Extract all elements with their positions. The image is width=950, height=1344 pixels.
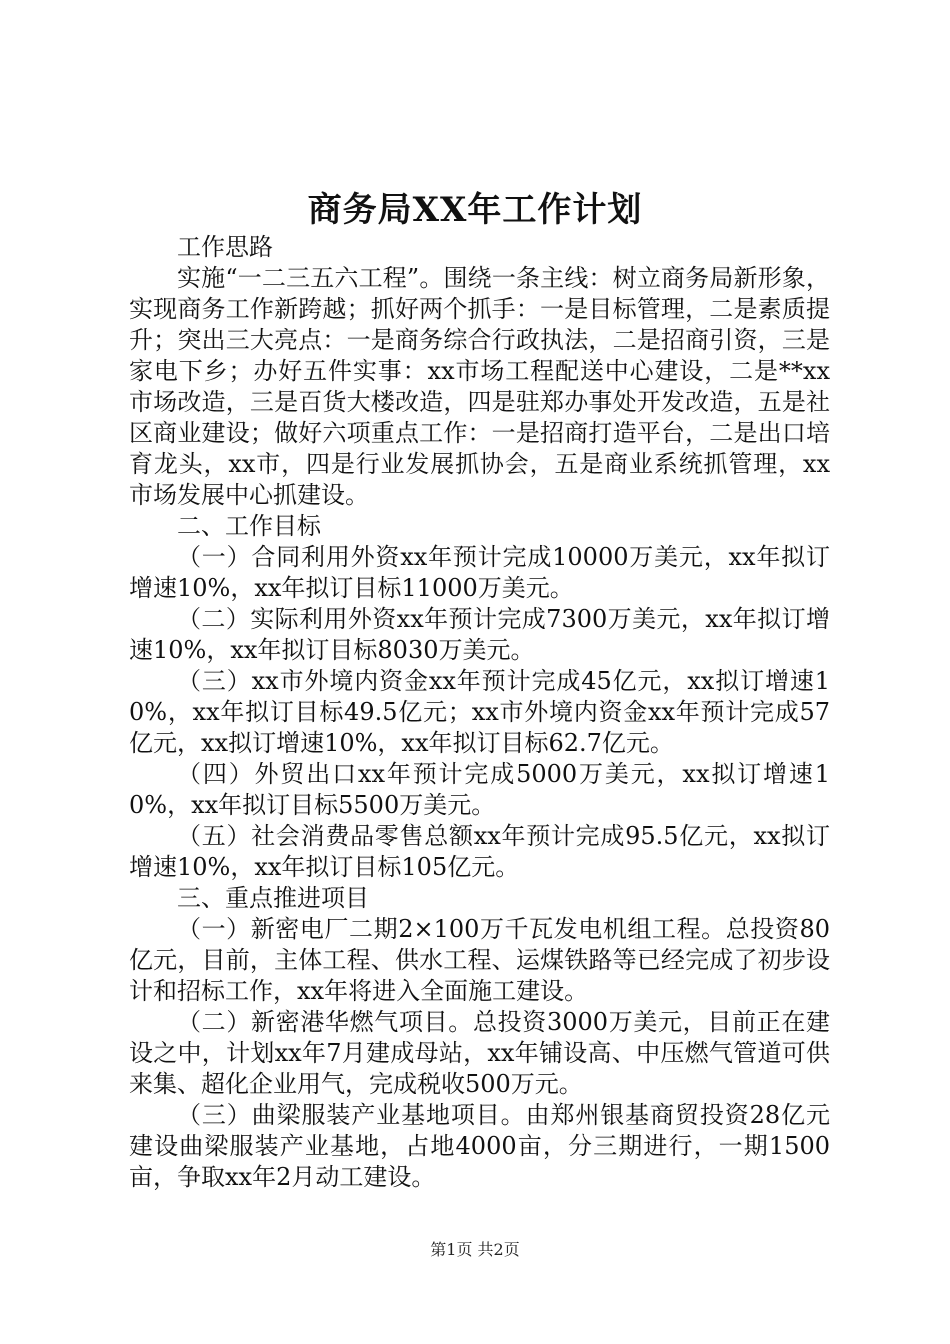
paragraph-work-approach: 实施“一二三五六工程”。围绕一条主线：树立商务局新形象，实现商务工作新跨越；抓好两个抓手：一是目标管理，二是素质提升；突出三大亮点：一是商务综合行政执法，二是招商引资，三是家电下乡；办好五件实事：xx市场工程配送中心建设，二是**xx市场改造，三是百货大楼改造，四是驻郑办事处开发改造，五是社区商业建设；做好六项重点工作：一是招商打造平台，二是出口培育龙头，xx市，四是行业发展抓协会，五是商业系统抓管理，xx市场发展中心抓建设。	[129, 264, 830, 509]
paragraph-projects-heading: 三、重点推进项目	[177, 884, 369, 912]
paragraph-goals-heading: 二、工作目标	[177, 512, 321, 540]
paragraph-work-approach-heading: 工作思路	[177, 233, 273, 261]
paragraph-goal-1: （一）合同利用外资xx年预计完成10000万美元，xx年拟订增速10%，xx年拟订目标11000万美元。	[129, 543, 830, 602]
paragraph-goal-5: （五）社会消费品零售总额xx年预计完成95.5亿元，xx拟订增速10%，xx年拟订目标105亿元。	[129, 822, 830, 881]
document-title: 商务局XX年工作计划	[307, 190, 643, 230]
paragraph-goal-2: （二）实际利用外资xx年预计完成7300万美元，xx年拟订增速10%，xx年拟订目标8030万美元。	[129, 605, 830, 664]
paragraph-goal-3: （三）xx市外境内资金xx年预计完成45亿元，xx拟订增速10%，xx年拟订目标49.5亿元；xx市外境内资金xx年预计完成57亿元，xx拟订增速10%，xx年拟订目标62.7亿元。	[129, 667, 830, 757]
paragraph-project-2: （二）新密港华燃气项目。总投资3000万美元，目前正在建设之中，计划xx年7月建成母站，xx年铺设高、中压燃气管道可供来集、超化企业用气，完成税收500万元。	[129, 1008, 830, 1098]
page-footer: 第1页 共2页	[430, 1240, 520, 1259]
paragraph-project-3: （三）曲梁服装产业基地项目。由郑州银基商贸投资28亿元建设曲梁服装产业基地，占地4000亩，分三期进行，一期1500亩，争取xx年2月动工建设。	[129, 1101, 830, 1191]
paragraph-project-1: （一）新密电厂二期2×100万千瓦发电机组工程。总投资80亿元，目前，主体工程、供水工程、运煤铁路等已经完成了初步设计和招标工作，xx年将进入全面施工建设。	[129, 915, 830, 1005]
document-body	[129, 232, 830, 1193]
paragraph-goal-4: （四）外贸出口xx年预计完成5000万美元，xx拟订增速10%，xx年拟订目标5500万美元。	[129, 760, 830, 819]
